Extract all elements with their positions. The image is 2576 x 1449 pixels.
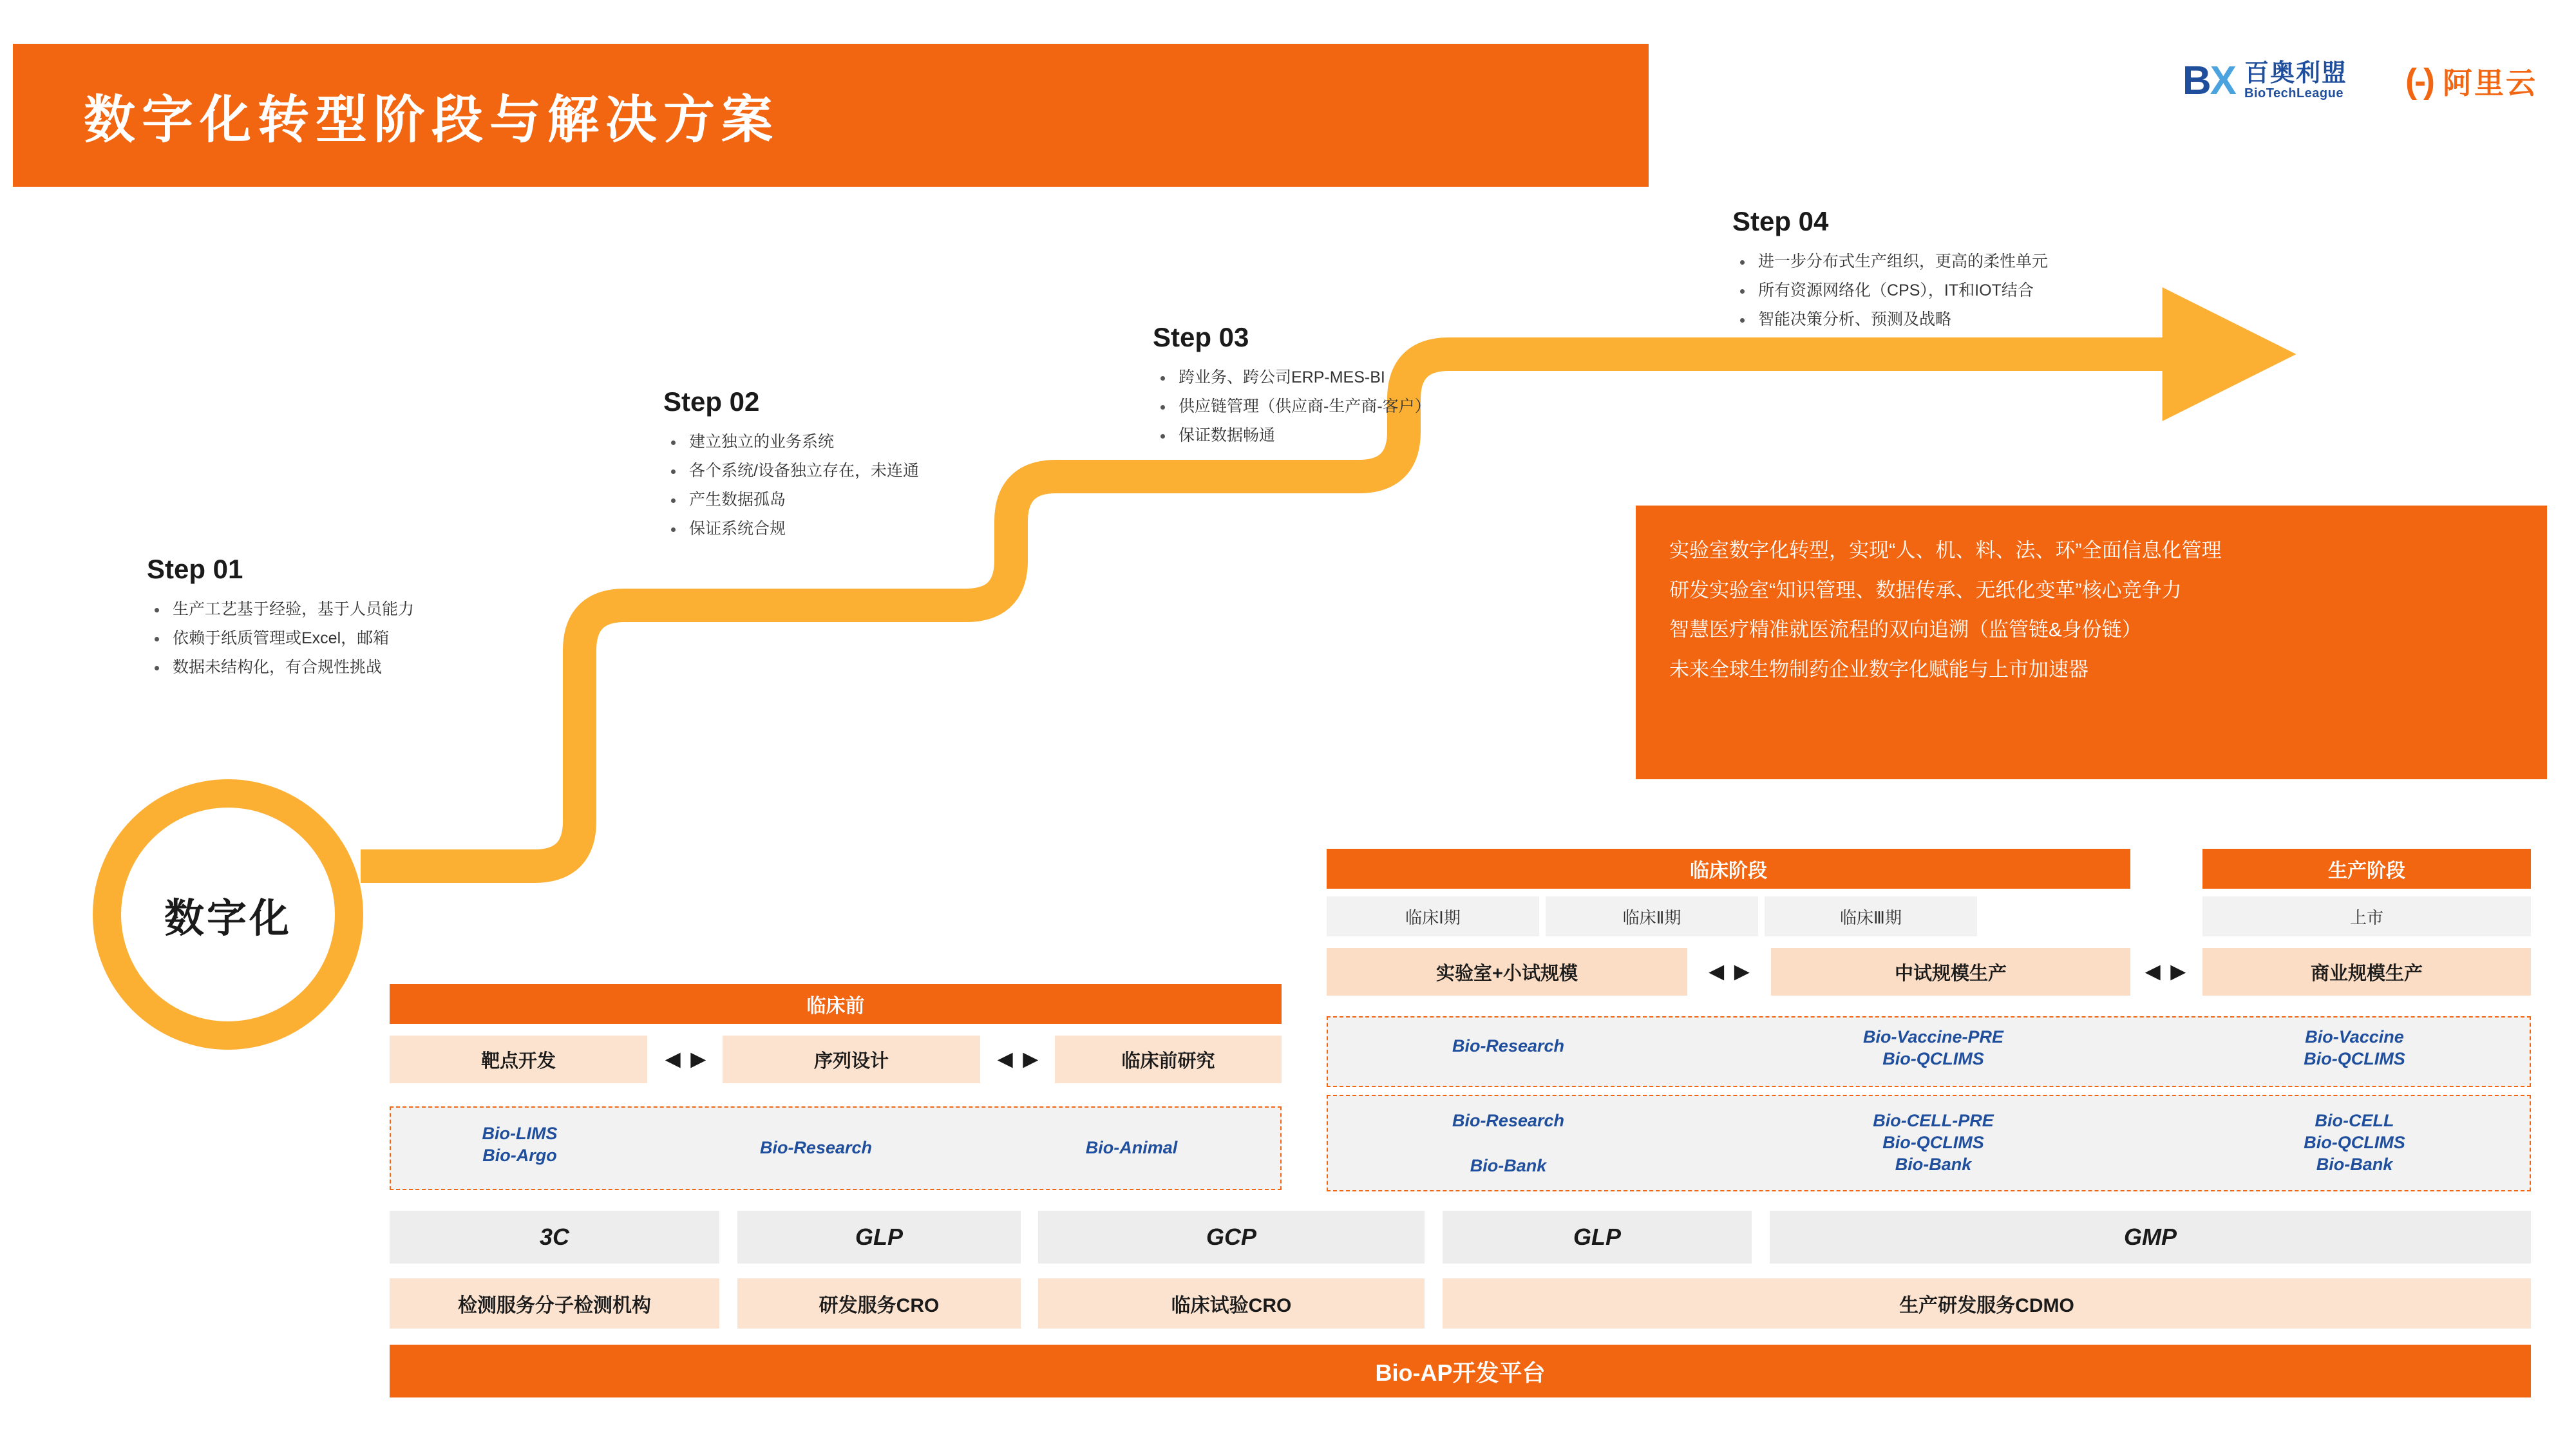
product-name: Bio-Vaccine-PRE bbox=[1862, 1027, 2004, 1046]
page-title: 数字化转型阶段与解决方案 bbox=[84, 91, 779, 149]
production-phase-market: 上市 bbox=[2202, 896, 2531, 936]
step-03-bullet: 保证数据畅通 bbox=[1153, 428, 1431, 444]
solution-callout bbox=[1636, 506, 2547, 779]
product-name: Bio-LIMS bbox=[482, 1124, 558, 1143]
step-03 bbox=[1153, 322, 1431, 457]
step-01-bullets bbox=[147, 601, 414, 676]
callout-line: 实验室数字化转型，实现“人、机、料、法、环”全面信息化管理 bbox=[1669, 539, 2222, 562]
step-03-bullet: 跨业务、跨公司ERP-MES-BI bbox=[1153, 370, 1431, 386]
biotechleague-name-cn: 百奥利盟 bbox=[2244, 60, 2348, 88]
clinical-products-row-1 bbox=[1327, 1016, 2531, 1087]
preclinical-stage-sequence: 序列设计 bbox=[723, 1036, 980, 1083]
step-02 bbox=[663, 386, 919, 550]
product-name: Bio-Bank bbox=[2316, 1154, 2393, 1174]
biotechleague-logo bbox=[2183, 58, 2347, 104]
arrow-target-to-sequence-icon: ◄► bbox=[659, 1045, 712, 1074]
step-04 bbox=[1732, 206, 2048, 341]
preclinical-stage-research: 临床前研究 bbox=[1055, 1036, 1282, 1083]
step-01-bullet: 数据未结构化，有合规性挑战 bbox=[147, 659, 414, 676]
biotechleague-mark: BX bbox=[2182, 59, 2236, 103]
standard-gcp: GCP bbox=[1038, 1211, 1425, 1264]
product-name: Bio-QCLIMS bbox=[1882, 1132, 1984, 1152]
scale-stage-commercial: 商业规模生产 bbox=[2202, 948, 2531, 996]
clinical-phase-2: 临床Ⅱ期 bbox=[1546, 896, 1758, 936]
step-01-bullet: 生产工艺基于经验，基于人员能力 bbox=[147, 601, 414, 618]
step-03-title: Step 03 bbox=[1153, 322, 1249, 352]
aliyun-logo bbox=[2405, 60, 2537, 102]
service-testing: 检测服务分子检测机构 bbox=[390, 1278, 719, 1329]
step-04-bullet: 进一步分布式生产组织，更高的柔性单元 bbox=[1732, 254, 2048, 270]
product-name: Bio-QCLIMS bbox=[2304, 1048, 2405, 1068]
preclinical-header: 临床前 bbox=[390, 984, 1282, 1024]
clinical-phase-3: 临床Ⅲ期 bbox=[1765, 896, 1977, 936]
step-02-bullets bbox=[663, 434, 919, 537]
clinical-phase-header: 临床阶段 bbox=[1327, 849, 2130, 889]
clinical-products-row-2 bbox=[1327, 1095, 2531, 1191]
step-03-bullet: 供应链管理（供应商-生产商-客户） bbox=[1153, 399, 1431, 415]
scale-stage-lab: 实验室+小试规模 bbox=[1327, 948, 1687, 996]
product-name: Bio-Vaccine bbox=[2305, 1027, 2404, 1046]
step-02-bullet: 各个系统/设备独立存在，未连通 bbox=[663, 463, 919, 479]
step-01-bullet: 依赖于纸质管理或Excel，邮箱 bbox=[147, 630, 414, 647]
callout-line: 智慧医疗精准就医流程的双向追溯（监管链&身份链） bbox=[1669, 618, 2142, 641]
production-phase-header: 生产阶段 bbox=[2202, 849, 2531, 889]
logo-area bbox=[2183, 58, 2537, 104]
service-cdmo: 生产研发服务CDMO bbox=[1443, 1278, 2531, 1329]
product-name: Bio-CELL-PRE bbox=[1873, 1111, 1994, 1130]
product-name: Bio-CELL bbox=[2315, 1111, 2394, 1130]
step-02-bullet: 保证系统合规 bbox=[663, 521, 919, 537]
preclinical-stage-target: 靶点开发 bbox=[390, 1036, 647, 1083]
product-name: Bio-Bank bbox=[1895, 1154, 1972, 1174]
title-bar bbox=[13, 44, 1649, 187]
service-cro: 研发服务CRO bbox=[737, 1278, 1021, 1329]
step-03-bullets bbox=[1153, 370, 1431, 444]
arrow-pilot-to-commercial-icon: ◄► bbox=[2139, 957, 2192, 986]
standard-3c: 3C bbox=[390, 1211, 719, 1264]
product-name: Bio-QCLIMS bbox=[1882, 1048, 1984, 1068]
standard-glp-2: GLP bbox=[1443, 1211, 1752, 1264]
biotechleague-name-en: BioTechLeague bbox=[2244, 86, 2344, 100]
product-name: Bio-Research bbox=[759, 1138, 873, 1157]
step-04-bullet: 所有资源网络化（CPS），IT和IOT结合 bbox=[1732, 283, 2048, 299]
product-name: Bio-Research bbox=[1452, 1036, 1565, 1056]
step-02-bullet: 建立独立的业务系统 bbox=[663, 434, 919, 450]
product-name: Bio-QCLIMS bbox=[2304, 1132, 2405, 1152]
standard-gmp: GMP bbox=[1770, 1211, 2531, 1264]
aliyun-name: 阿里云 bbox=[2443, 66, 2537, 100]
step-02-bullet: 产生数据孤岛 bbox=[663, 492, 919, 508]
product-name: Bio-Bank bbox=[1470, 1155, 1547, 1175]
clinical-phase-1: 临床Ⅰ期 bbox=[1327, 896, 1539, 936]
platform-bar: Bio-AP开发平台 bbox=[390, 1345, 2531, 1397]
step-04-bullets bbox=[1732, 254, 2048, 328]
callout-line: 研发实验室“知识管理、数据传承、无纸化变革”核心竞争力 bbox=[1669, 578, 2182, 601]
callout-line: 未来全球生物制药企业数字化赋能与上市加速器 bbox=[1669, 658, 2088, 681]
product-name: Bio-Animal bbox=[1085, 1138, 1178, 1157]
step-01-title: Step 01 bbox=[147, 554, 243, 584]
arrow-sequence-to-research-icon: ◄► bbox=[992, 1045, 1044, 1074]
scale-stage-pilot: 中试规模生产 bbox=[1771, 948, 2130, 996]
step-04-title: Step 04 bbox=[1732, 206, 1829, 236]
step-02-title: Step 02 bbox=[663, 386, 760, 417]
digital-core-label: 数字化 bbox=[164, 896, 292, 941]
preclinical-products bbox=[390, 1106, 1282, 1190]
service-clinical-cro: 临床试验CRO bbox=[1038, 1278, 1425, 1329]
standard-glp-1: GLP bbox=[737, 1211, 1021, 1264]
aliyun-mark-icon: (-) bbox=[2405, 61, 2432, 100]
digital-core-circle bbox=[93, 779, 363, 1050]
product-name: Bio-Argo bbox=[482, 1145, 557, 1165]
step-01 bbox=[147, 554, 414, 688]
arrow-lab-to-pilot-icon: ◄► bbox=[1703, 957, 1755, 986]
product-name: Bio-Research bbox=[1452, 1111, 1565, 1130]
step-04-bullet: 智能决策分析、预测及战略 bbox=[1732, 312, 2048, 328]
